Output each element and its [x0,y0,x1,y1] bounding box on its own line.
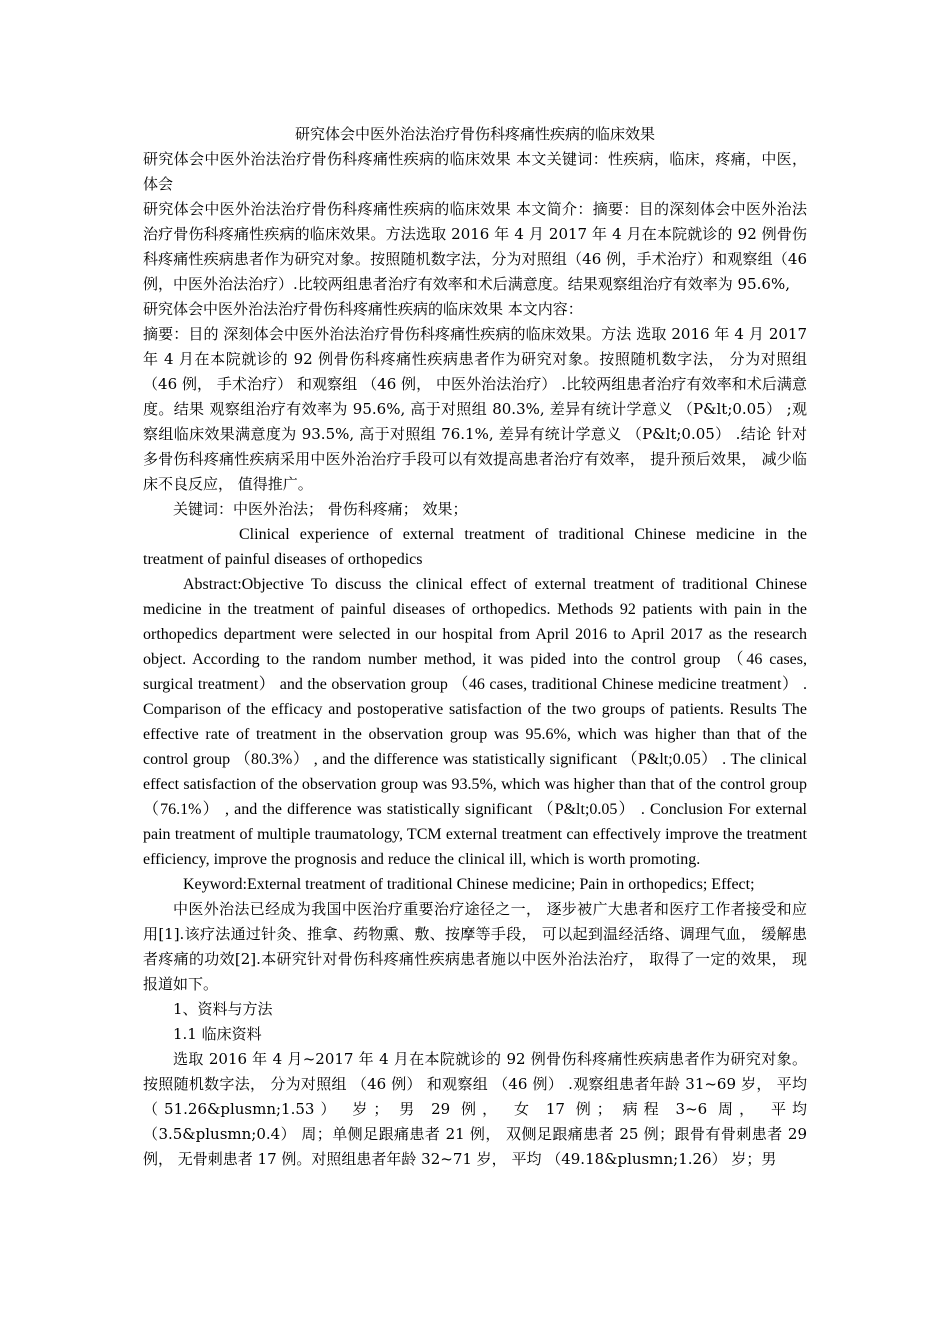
intro-summary: 研究体会中医外治法治疗骨伤科疼痛性疾病的临床效果 本文简介：摘要：目的深刻体会中医外治法治疗骨伤科疼痛性疾病的临床效果。方法选取 2016 年 4 月 2017 年 4 月在本院就诊的 92 例骨伤科疼痛性疾病患者作为研究对象。按照随机数字法，分为对照组（46 例，手术治疗）和观察组（46 例，中医外治法治疗）.比较两组患者治疗有效率和术后满意度。结果观察组治疗有效率为 95.6%, [143,200,807,293]
content-heading: 研究体会中医外治法治疗骨伤科疼痛性疾病的临床效果 本文内容： [143,300,583,318]
keywords-line: 研究体会中医外治法治疗骨伤科疼痛性疾病的临床效果 本文关键词：性疾病，临床，疼痛，中医，体会 [143,150,807,193]
document-page [143,122,807,1172]
section-heading-1-1: 1.1 临床资料 [173,1025,262,1043]
section-heading-1: 1、资料与方法 [173,1000,273,1018]
english-title: Clinical experience of external treatment of traditional Chinese medicine in the treatment of painful diseases of orthopedics [143,526,807,568]
introduction-paragraph: 中医外治法已经成为我国中医治疗重要治疗途径之一， 逐步被广大患者和医疗工作者接受和应用[1].该疗法通过针灸、推拿、药物熏、敷、按摩等手段， 可以起到温经活络、调理气血， 缓解患者疼痛的功效[2].本研究针对骨伤科疼痛性疾病患者施以中医外治法治疗， 取得了一定的效果， 现报道如下。 [143,900,807,993]
keywords-english: Keyword:External treatment of traditional Chinese medicine; Pain in orthopedics; Effect; [183,876,755,893]
clinical-data-paragraph: 选取 2016 年 4 月~2017 年 4 月在本院就诊的 92 例骨伤科疼痛性疾病患者作为研究对象。按照随机数字法， 分为对照组 （46 例） 和观察组 （46 例） .观察组患者年龄 31~69 岁， 平均 （51.26&plusmn;1.53） 岁； 男 29 例， 女 17 例； 病程 3~6 周， 平均 （3.5&plusmn;0.4） 周；单侧足跟痛患者 21 例， 双侧足跟痛患者 25 例；跟骨有骨刺患者 29 例， 无骨刺患者 17 例。对照组患者年龄 32~71 岁， 平均 （49.18&plusmn;1.26） 岁；男 [143,1050,807,1168]
abstract-english: Abstract:Objective To discuss the clinical effect of external treatment of traditional Chinese medicine in the treatment of painful diseases of orthopedics. Methods 92 patients with pain in the orthopedics department were selected in our hospital from April 2016 to April 2017 as the research object. According to the random number method, it was pided into the control group （46 cases, surgical treatment） and the observation group （46 cases, traditional Chinese medicine treatment） . Comparison of the efficacy and postoperative satisfaction of the two groups of patients. Results The effective rate of treatment in the observation group was 95.6%, which was higher than that of the control group （80.3%） , and the difference was statistically significant （P&lt;0.05） . The clinical effect satisfaction of the observation group was 93.5%, which was higher than that of the control group （76.1%） , and the difference was statistically significant （P&lt;0.05） . Conclusion For external pain treatment of multiple traumatology, TCM external treatment can effectively improve the treatment efficiency, improve the prognosis and reduce the clinical ill, which is worth promoting. [143,576,807,868]
keywords-chinese: 关键词：中医外治法； 骨伤科疼痛； 效果； [173,500,468,518]
abstract-chinese: 摘要：目的 深刻体会中医外治法治疗骨伤科疼痛性疾病的临床效果。方法 选取 2016 年 4 月 2017 年 4 月在本院就诊的 92 例骨伤科疼痛性疾病患者作为研究对象。按照随机数字法， 分为对照组 （46 例， 手术治疗） 和观察组 （46 例， 中医外治法治疗） .比较两组患者治疗有效率和术后满意度。结果 观察组治疗有效率为 95.6%, 高于对照组 80.3%, 差异有统计学意义 （P&lt;0.05） ;观察组临床效果满意度为 93.5%, 高于对照组 76.1%, 差异有统计学意义 （P&lt;0.05） .结论 针对多骨伤科疼痛性疾病采用中医外治治疗手段可以有效提高患者治疗有效率， 提升预后效果， 减少临床不良反应， 值得推广。 [143,325,807,493]
page-title: 研究体会中医外治法治疗骨伤科疼痛性疾病的临床效果 [294,125,655,143]
